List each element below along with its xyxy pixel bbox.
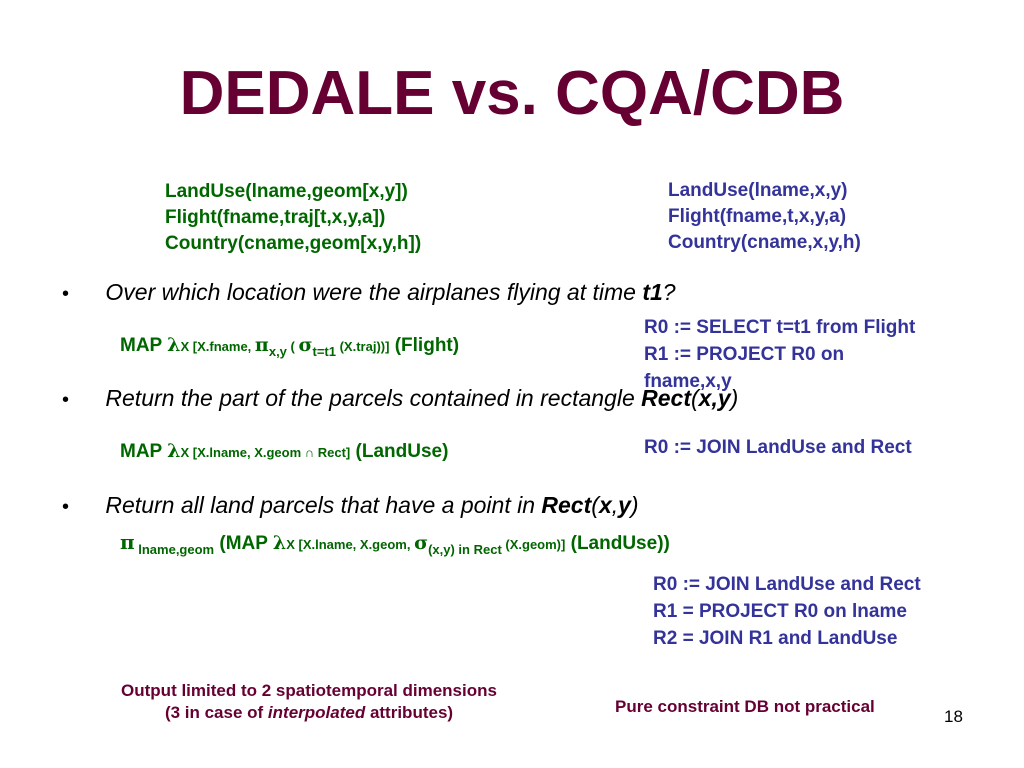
footer-note-line: Output limited to 2 spatiotemporal dimensions [121,681,497,700]
bullet-marker: • [62,389,70,411]
pi-symbol: π [120,530,135,554]
schema-right-line: LandUse(lname,x,y) [668,180,848,201]
bullet-paren: ( [591,492,599,518]
bullet-text-end: ? [662,279,676,305]
bullet-text-end: ) [630,492,639,518]
bullet-text: Return the part of the parcels contained in rectangle [105,385,642,411]
cqa-line: R0 := JOIN LandUse and Rect [644,437,912,458]
expr-keyword: (MAP [214,533,273,554]
expr-sub: (X.traj))] [335,339,390,354]
bullet-emphasis: Rect [541,492,592,518]
expr-sub: X [X.fname, [180,339,255,354]
footer-note-line [80,702,538,724]
schema-left-line: Flight(fname,traj[t,x,y,a]) [165,207,386,228]
expr-sub: t=t1 [312,343,336,359]
cqa-line: R0 := JOIN LandUse and Rect [653,574,921,595]
cqa-block-2 [644,434,912,461]
bullet-paren: ( [690,385,699,411]
footer-text: (3 in case of [164,703,268,722]
cqa-line: R1 := PROJECT R0 on [644,344,845,365]
bullet-1 [62,279,676,306]
lambda-symbol: λ [272,532,287,554]
expr-sub: lname,geom [134,541,215,557]
schema-left-line: Country(cname,geom[x,y,h]) [165,233,422,254]
bullet-comma: , [611,492,619,518]
bullet-emphasis: t1 [642,279,663,305]
expr-sub: ( [286,339,299,354]
expr-sub: (x,y) in Rect [428,541,502,557]
expression-1 [120,334,459,359]
lambda-symbol: λ [167,334,181,356]
bullet-marker: • [62,283,70,305]
bullet-marker: • [62,496,70,518]
schema-left-line: LandUse(lname,geom[x,y]) [165,181,408,202]
bullet-3 [62,492,639,519]
bullet-text-end: ) [730,385,739,411]
bullet-emphasis: y [618,492,631,518]
bullet-text: Over which location were the airplanes flying at time [105,279,643,305]
slide-title: DEDALE vs. CQA/CDB [179,59,845,128]
cqa-line: R0 := SELECT t=t1 from Flight [644,317,916,338]
bullet-emphasis: Rect [641,385,691,411]
expr-sub: x,y [268,343,287,359]
expr-relation: (LandUse)) [565,533,670,554]
cqa-line: R2 = JOIN R1 and LandUse [653,628,898,649]
bullet-text: Return all land parcels that have a point in [105,492,542,518]
expr-relation: (LandUse) [350,441,449,462]
bullet-emphasis: x,y [698,385,731,411]
page-number: 18 [944,707,963,726]
expr-sub: (X.geom)] [501,537,566,552]
bullet-emphasis: x [598,492,612,518]
expr-sub: X [X.lname, X.geom, [286,537,415,552]
expr-relation: (Flight) [389,335,460,356]
pi-symbol: π [254,334,269,356]
cqa-block-3 [653,571,921,652]
cqa-line: fname,x,y [644,371,732,392]
bullet-2 [62,385,738,412]
sigma-symbol: σ [414,532,429,554]
schema-right-line: Country(cname,x,y,h) [668,232,861,253]
expression-2 [120,440,448,463]
schema-left [165,179,421,257]
footer-emphasis: interpolated [267,703,366,722]
cqa-block-1 [644,314,915,395]
expression-3 [120,530,670,557]
sigma-symbol: σ [298,334,313,356]
schema-right-line: Flight(fname,t,x,y,a) [668,206,847,227]
expr-sub: X [X.lname, X.geom ∩ Rect] [180,445,351,460]
footer-note-left [80,680,538,724]
footer-text: attributes) [365,703,454,722]
cqa-line: R1 = PROJECT R0 on lname [653,601,907,622]
expr-keyword: MAP [120,335,168,356]
footer-note-right: Pure constraint DB not practical [615,697,875,716]
lambda-symbol: λ [167,440,181,462]
schema-right [668,178,861,256]
expr-keyword: MAP [120,441,168,462]
